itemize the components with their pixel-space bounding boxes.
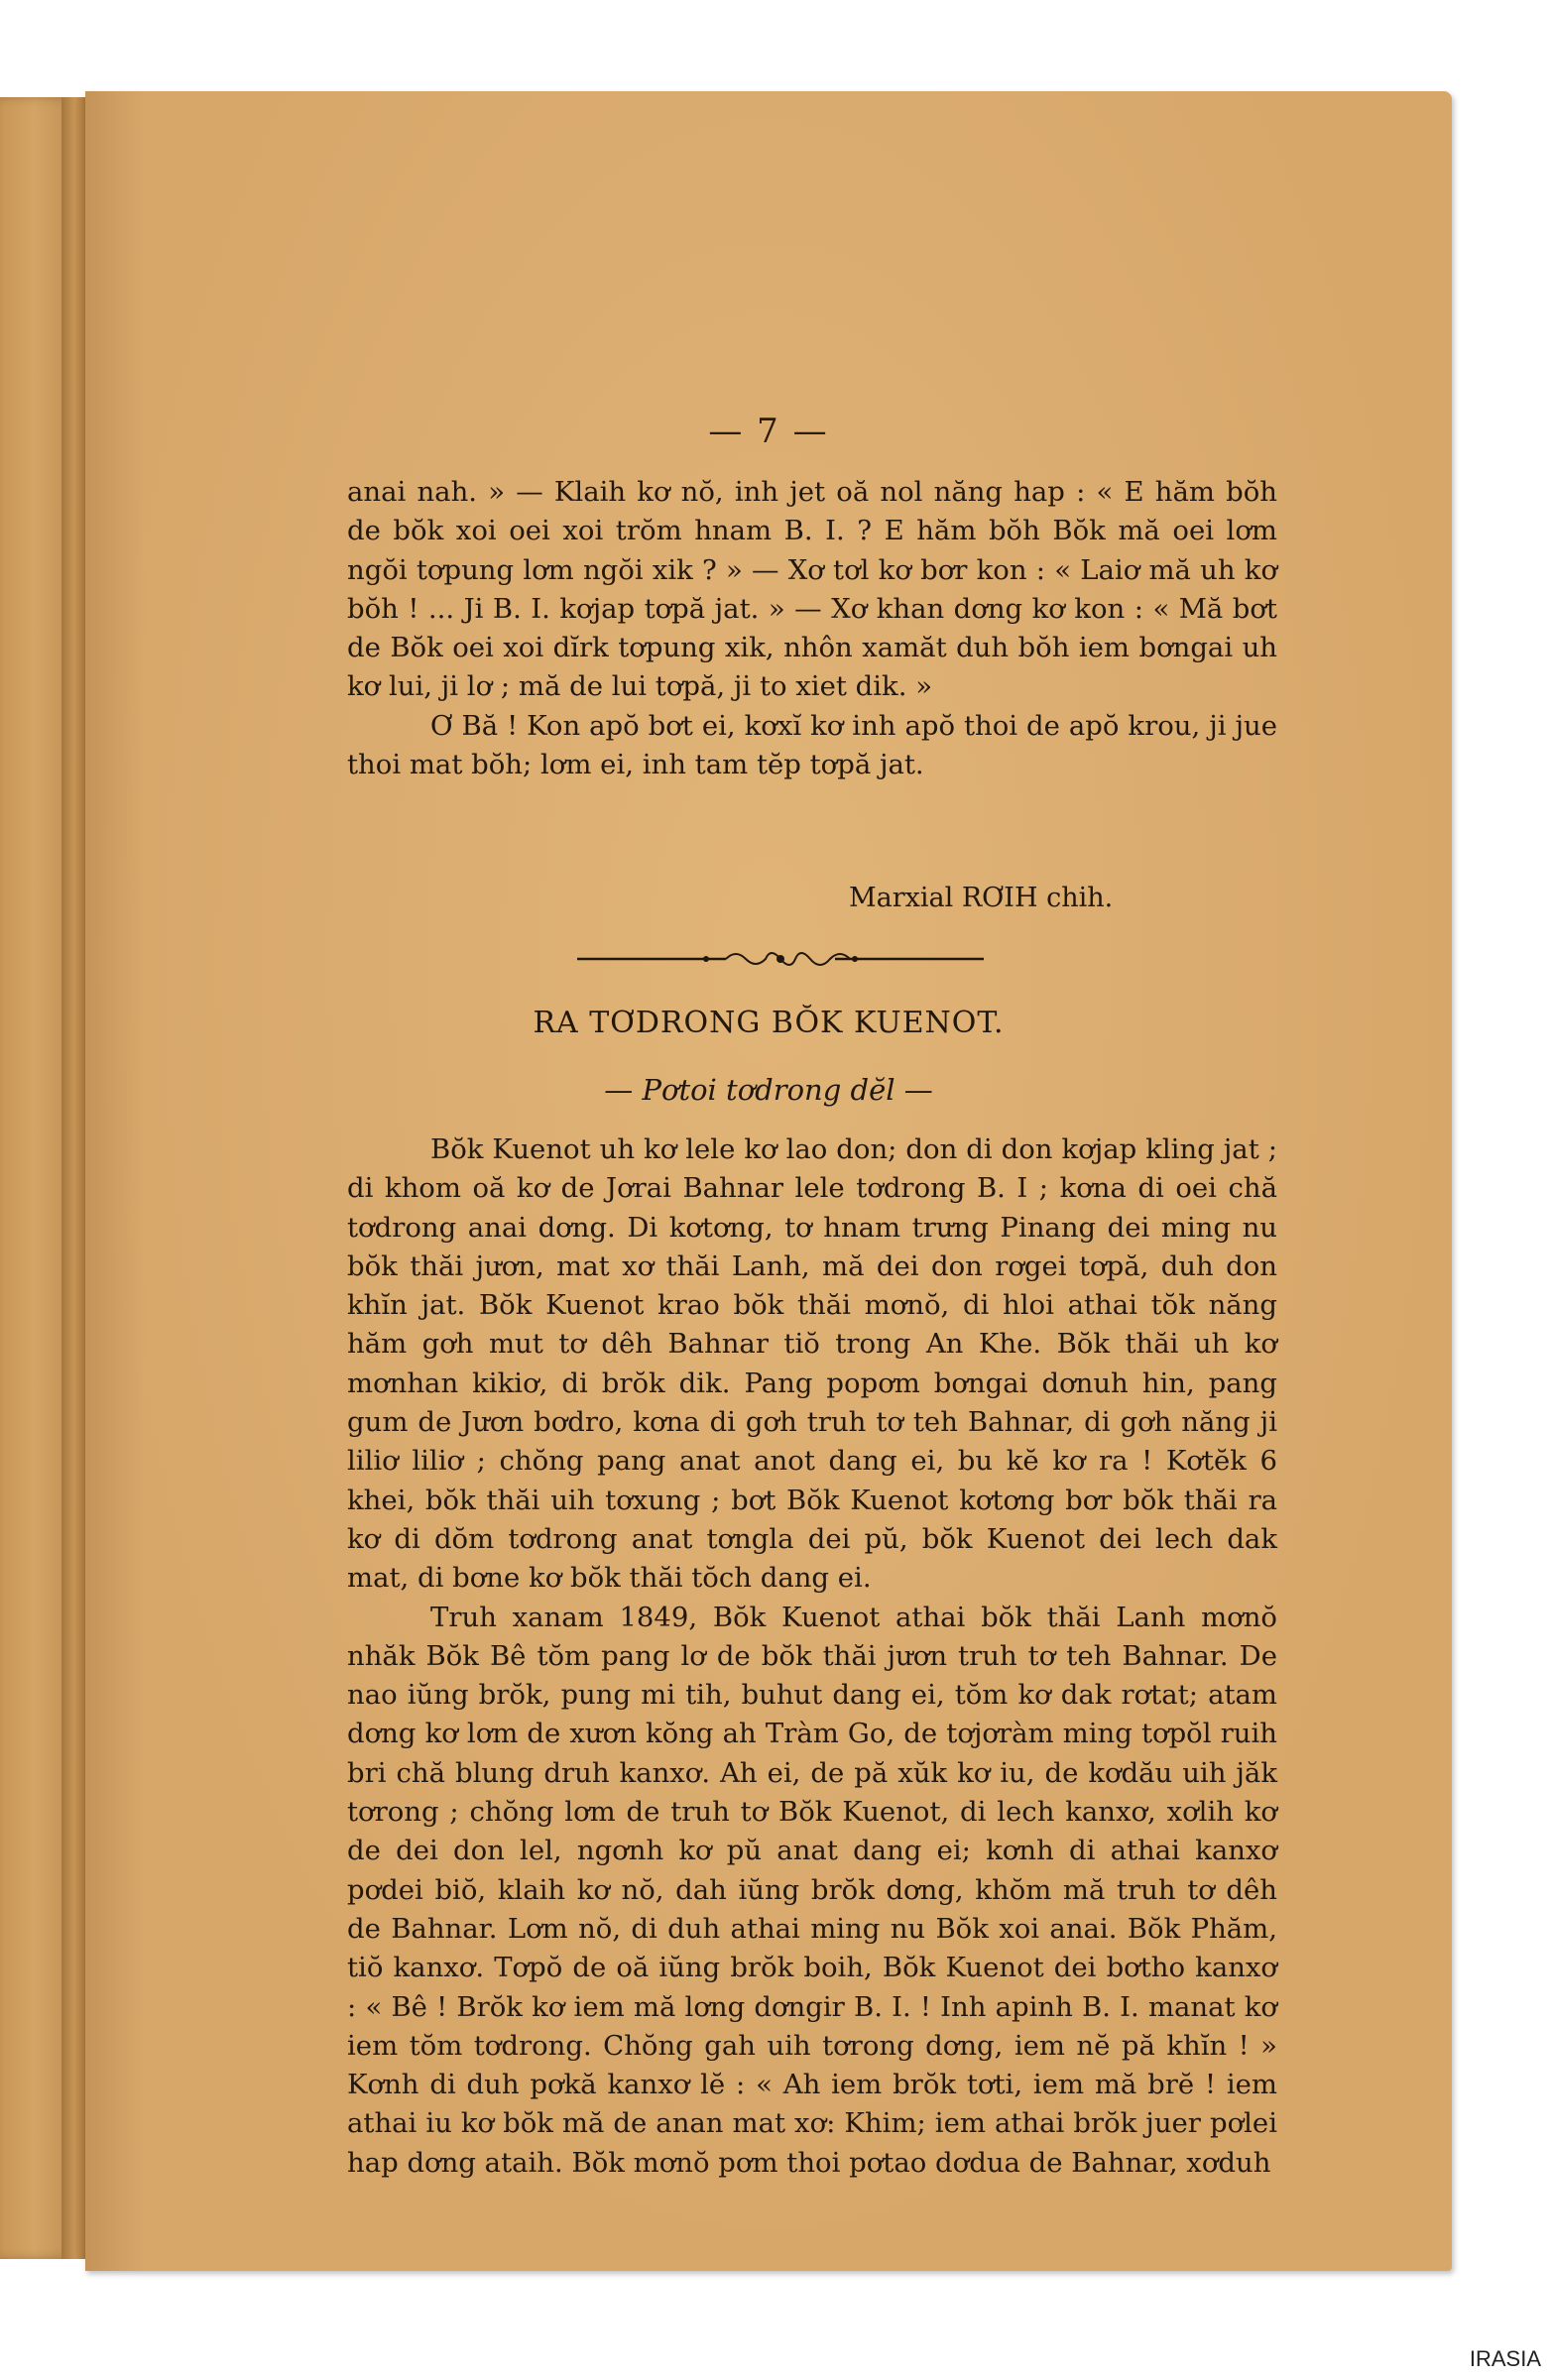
body-paragraph-1: Bŏk Kuenot uh kơ lele kơ lao don; don di don kơjap kling jat ; di khom oă kơ de Jơrai Bahnar lele tơdrong B. I ; kơna di oei chă tơdrong anai dơng. Di kơtơng, tơ hnam trưng Pinang dei ming nu bŏk thăi jươn, mat xơ thăi Lanh, mă dei don rơgei tơpă, duh don khĭn jat. Bŏk Kuenot krao bŏk thăi mơnŏ, di hloi athai tŏk năng hăm gơh mut tơ dêh Bahnar tiŏ trong An Khe. Bŏk thăi uh kơ mơnhan kikiơ, di brŏk dik. Pang popơm bơngai dơnuh hin, pang gum de Jươn bơdro, kơna di gơh truh tơ teh Bahnar, di gơh năng ji liliơ liliơ ; chŏng pang anat anot dang ei, bu kĕ kơ ra ! Kơtĕk 6 khei, bŏk thăi uih tơxung ; bơt Bŏk Kuenot kơtơng bơr bŏk thăi ra kơ di dŏm tơdrong anat tơngla dei pŭ, bŏk Kuenot dei lech dak mat, di bơne kơ bŏk thăi tŏch dang ei. (347, 1133, 1277, 1595)
opening-text (347, 473, 1277, 784)
body-paragraph-2: Truh xanam 1849, Bŏk Kuenot athai bŏk thăi Lanh mơnŏ nhăk Bŏk Bê tŏm pang lơ de bŏk thăi jươn truh tơ teh Bahnar. De nao iŭng brŏk, pung mi tih, buhut dang ei, tŏm kơ dak rơtat; atam dơng kơ lơm de xươn kŏng ah Tràm Go, de tơjơràm ming tơpŏl ruih bri chă blung druh kanxơ. Ah ei, de pă xŭk kơ iu, de kơdău uih jăk tơrong ; chŏng lơm de truh tơ Bŏk Kuenot, di lech kanxơ, xơlih kơ de dei don lel, ngơnh kơ pŭ anat dang ei; kơnh di athai kanxơ pơdei biŏ, klaih kơ nŏ, dah iŭng brŏk dơng, khŏm mă truh tơ dêh de Bahnar. Lơm nŏ, di duh athai ming nu Bŏk xoi anai. Bŏk Phăm, tiŏ kanxơ. Tơpŏ de oă iŭng brŏk boih, Bŏk Kuenot dei bơtho kanxơ : « Bê ! Brŏk kơ iem mă lơng dơngir B. I. ! Inh apinh B. I. manat kơ iem tŏm tơdrong. Chŏng gah uih tơrong dơng, iem nĕ pă khĭn ! » Kơnh di duh pơkă kanxơ lĕ : « Ah iem brŏk tơti, iem mă brĕ ! iem athai iu kơ bŏk mă de anan mat xơ: Khim; iem athai brŏk juer pơlei hap dơng ataih. Bŏk mơnŏ pơm thoi pơtao dơdua de Bahnar, xơduh (347, 1601, 1277, 2179)
page-number: — 7 — (708, 412, 829, 451)
section-subtitle: — Pơtoi tơdrong dĕl — (604, 1073, 933, 1107)
watermark: IRASIA (1469, 2346, 1541, 2371)
paragraph-letter-close: Ơ Bă ! Kon apŏ bơt ei, kơxĭ kơ inh apŏ thoi de apŏ krou, ji jue thoi mat bŏh; lơm ei, inh tam tĕp tơpă jat. (347, 709, 1277, 781)
book-spine (61, 97, 87, 2259)
paragraph-continued: anai nah. » — Klaih kơ nŏ, inh jet oă nol năng hap : « E hăm bŏh de bŏk xoi oei xoi trŏm hnam B. I. ? E hăm bŏh Bŏk mă oei lơm ngŏi tơpung lơm ngŏi xik ? » — Xơ tơl kơ bơr kon : « Laiơ mă uh kơ bŏh ! ... Ji B. I. kơjap tơpă jat. » — Xơ khan dơng kơ kon : « Mă bơt de Bŏk oei xoi dĭrk tơpung xik, nhôn xamăt duh bŏh iem bơngai uh kơ lui, ji lơ ; mă de lui tơpă, ji to xiet dik. » (347, 476, 1277, 703)
ornament-divider (577, 944, 984, 974)
section-title: RA TƠDRONG BŎK KUENOT. (533, 1006, 1005, 1040)
signature: Marxial RƠIH chih. (849, 883, 1114, 913)
section-body (347, 1130, 1277, 2183)
book-page (85, 91, 1452, 2271)
